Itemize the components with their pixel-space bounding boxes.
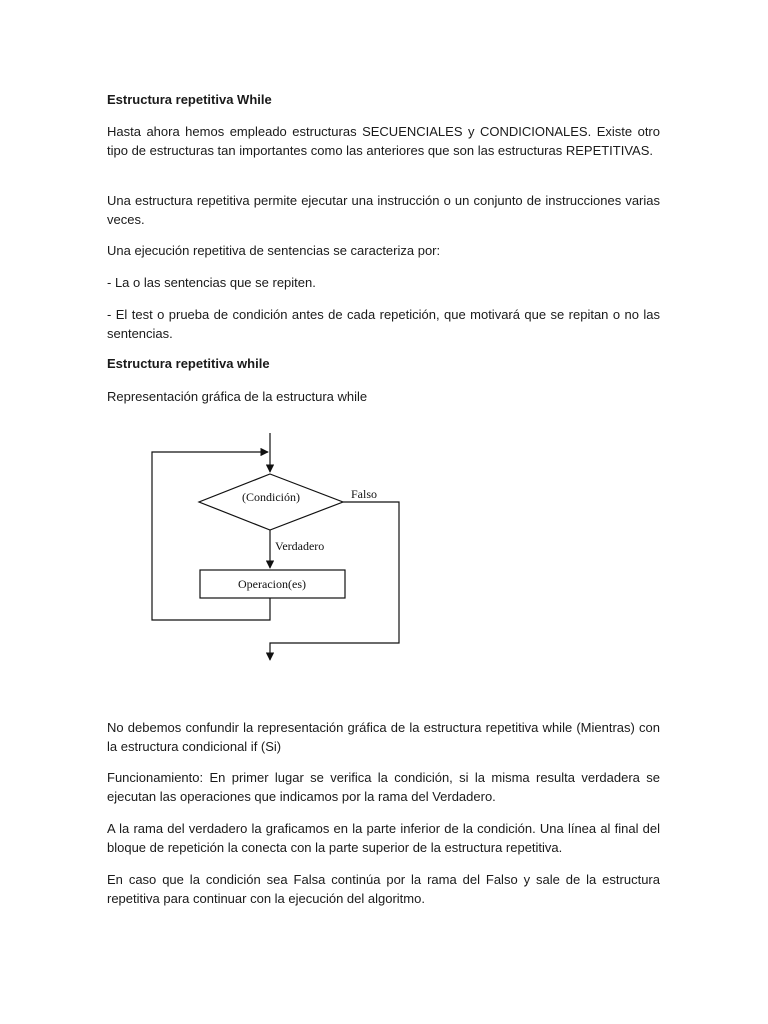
list-item-sentences: - La o las sentencias que se repiten. [107, 275, 316, 290]
paragraph-definition: Una estructura repetitiva permite ejecutar una instrucción o un conjunto de instrucciones varias veces. [107, 193, 660, 227]
paragraph-characteristics: Una ejecución repetitiva de sentencias se caracteriza por: [107, 243, 441, 258]
false-label: Falso [351, 487, 378, 501]
paragraph-false-branch: En caso que la condición sea Falsa continúa por la rama del Falso y sale de la estructura repetitiva para continuar con la ejecución del algoritmo. [107, 872, 660, 906]
paragraph-true-branch: A la rama del verdadero la graficamos en la parte inferior de la condición. Una línea al final del bloque de repetición la conecta con la parte superior de la estructura repetitiva. [107, 821, 660, 855]
true-label: Verdadero [275, 539, 325, 553]
paragraph-intro: Hasta ahora hemos empleado estructuras SECUENCIALES y CONDICIONALES. Existe otro tipo de estructuras tan importantes como las anteriores que son las estructuras REPETITIVAS. [107, 124, 660, 158]
condition-label: (Condición) [242, 490, 300, 504]
list-item-condition-test: - El test o prueba de condición antes de cada repetición, que motivará que se repitan o no las sentencias. [107, 307, 660, 341]
paragraph-operation: Funcionamiento: En primer lugar se verifica la condición, si la misma resulta verdadera se ejecutan las operaciones que indicamos por la rama del Verdadero. [107, 770, 660, 804]
operation-label: Operacion(es) [238, 577, 306, 591]
diagram-caption: Representación gráfica de la estructura while [107, 389, 368, 404]
heading-while-structure: Estructura repetitiva While [107, 92, 272, 107]
paragraph-while-vs-if: No debemos confundir la representación gráfica de la estructura repetitiva while (Mientras) con la estructura condicional if (Si) [107, 720, 660, 754]
heading-while-structure-lower: Estructura repetitiva while [107, 356, 270, 371]
